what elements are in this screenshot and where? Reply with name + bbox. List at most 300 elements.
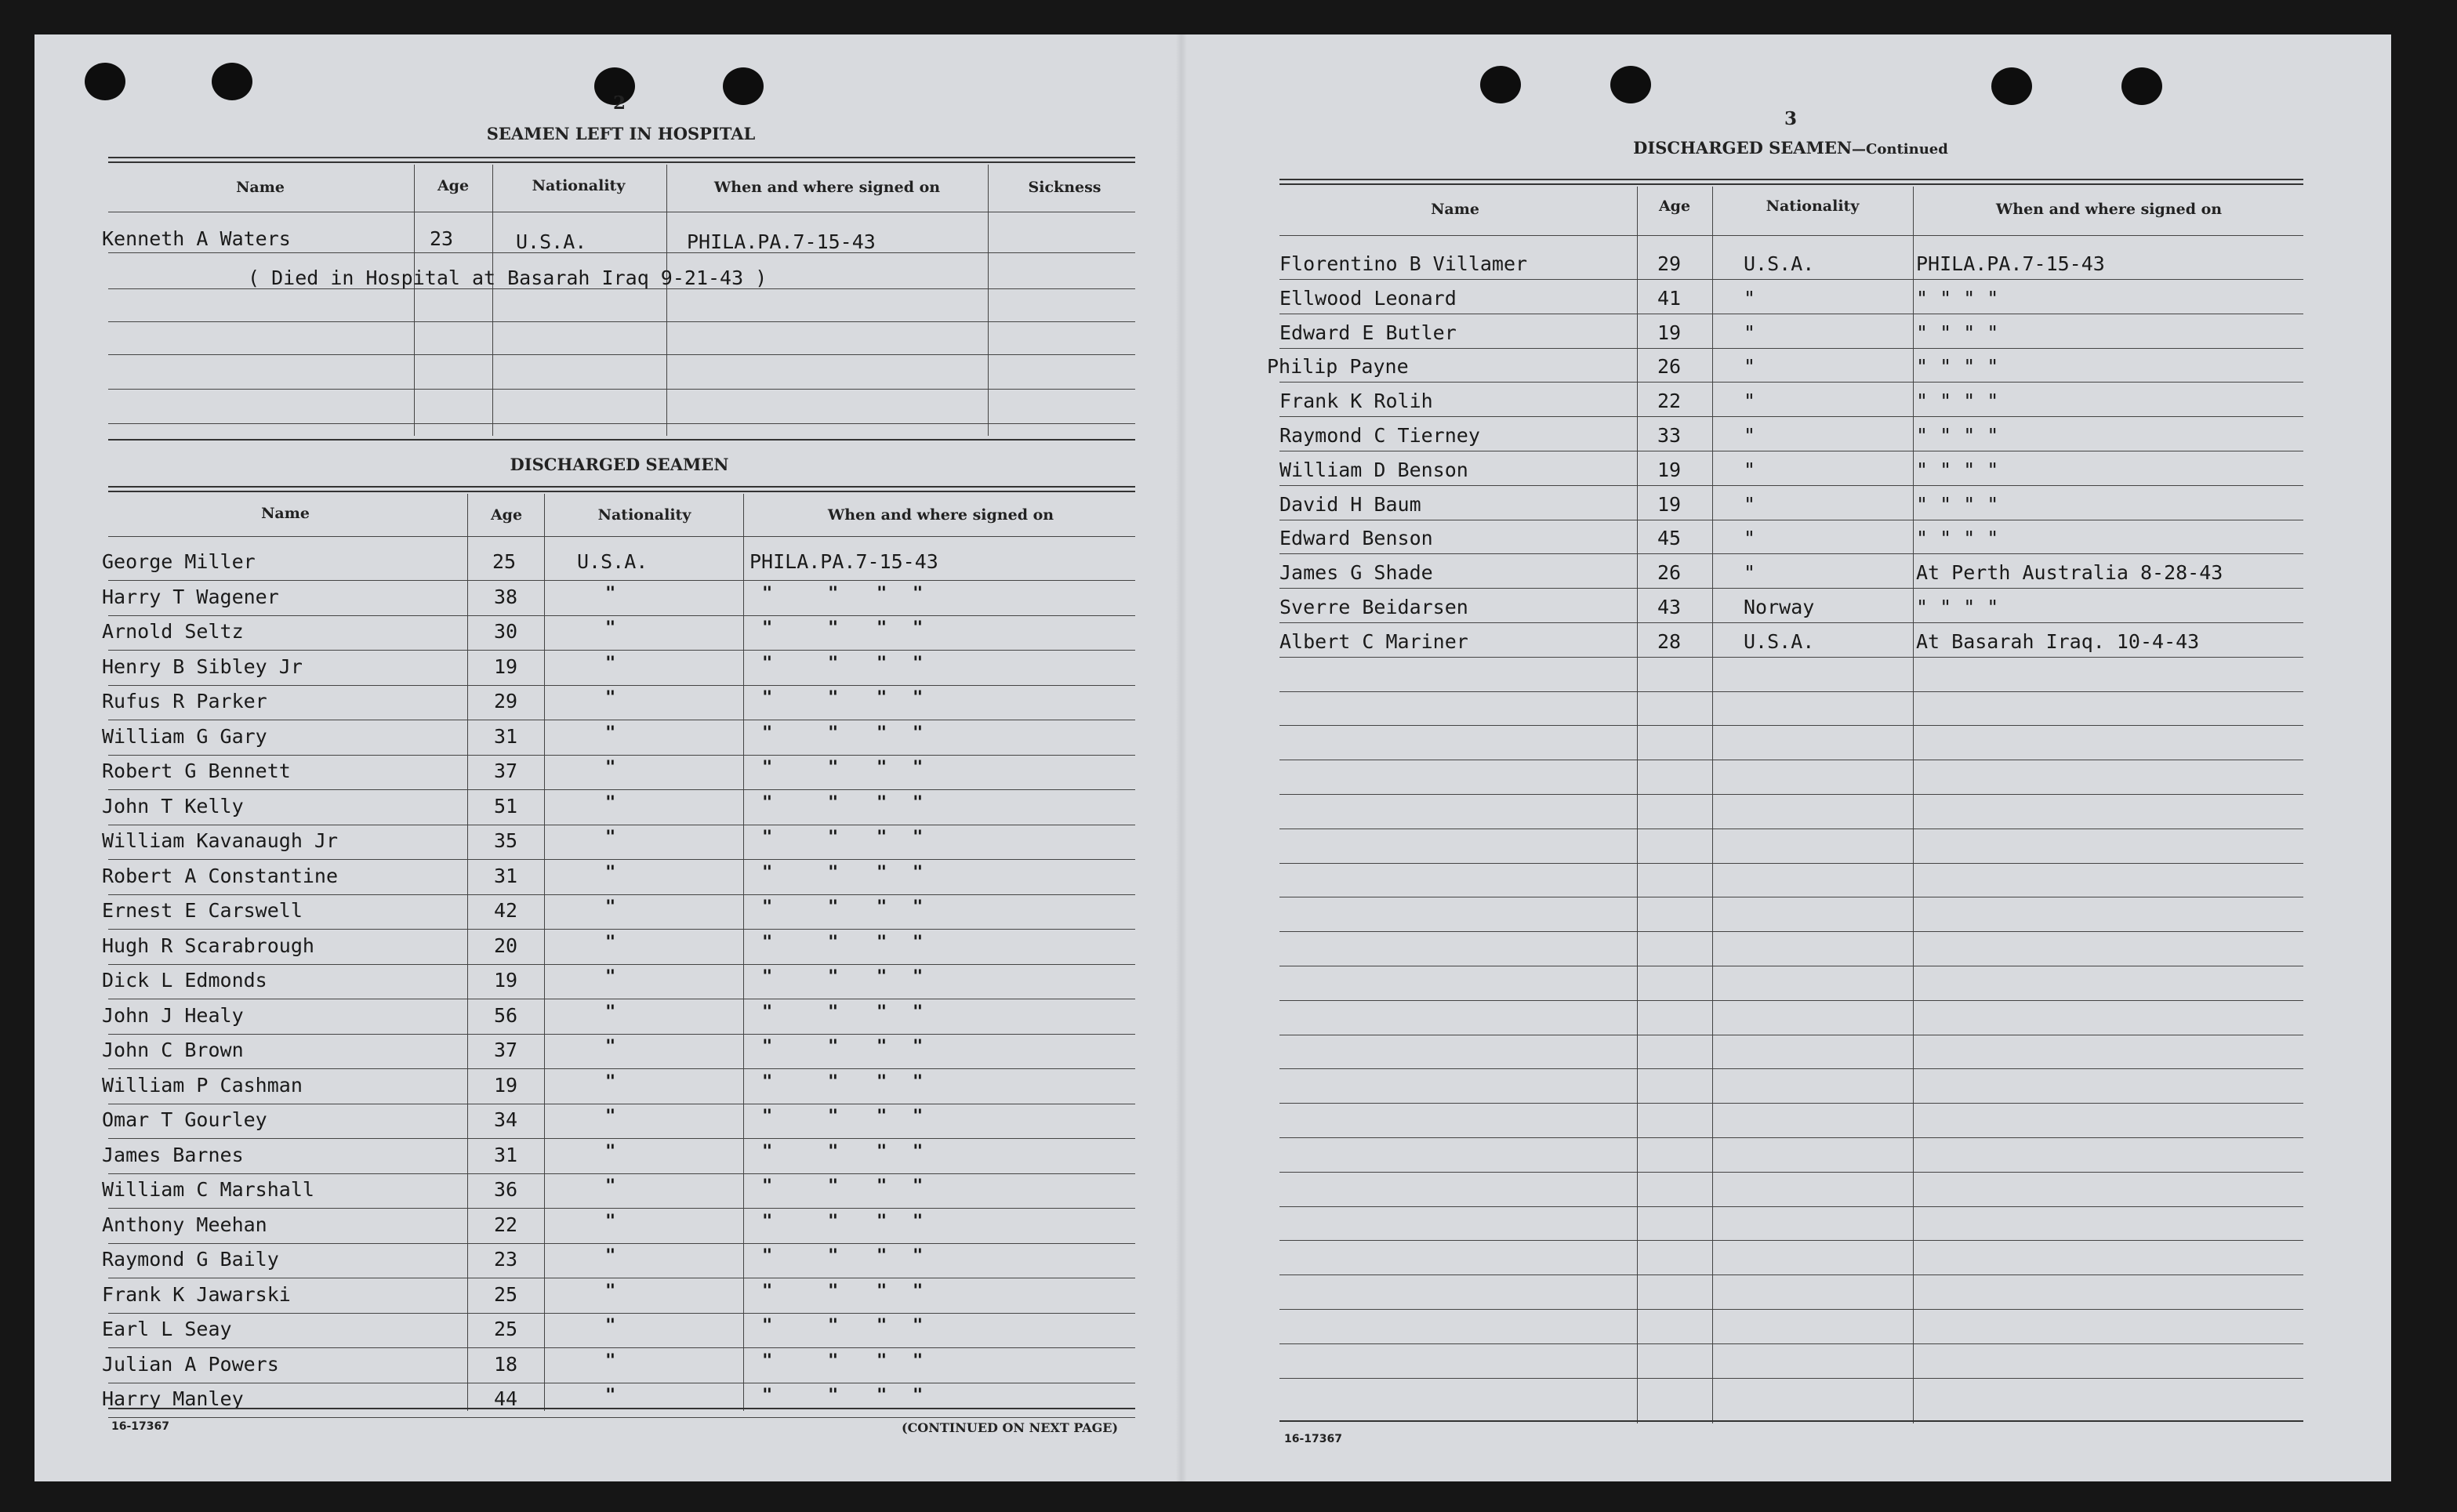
ditto-mark: ": [762, 1386, 773, 1405]
ditto-mark: ": [876, 1316, 887, 1336]
discharged-age-cell: 56: [494, 1004, 518, 1027]
discharged-col-divider: [743, 494, 744, 1411]
punch-hole-icon: [2121, 67, 2162, 105]
ditto-mark: ": [828, 897, 839, 917]
ditto-mark: ": [828, 967, 839, 987]
continued-age-cell: 19: [1657, 493, 1682, 516]
ditto-mark: ": [828, 1072, 839, 1092]
discharged-age-cell: 37: [494, 1039, 518, 1061]
discharged-name-cell: John C Brown: [102, 1039, 244, 1061]
ditto-mark: ": [828, 618, 839, 638]
ditto-mark: ": [876, 1282, 887, 1301]
hospital-row-line: [108, 354, 1135, 355]
continued-age-cell: 45: [1657, 527, 1682, 549]
form-number: 16-17367: [1284, 1433, 1342, 1445]
discharged-row-line: [108, 1243, 1135, 1244]
ditto-mark: ": [828, 1177, 839, 1196]
continued-nationality-cell: ": [1744, 390, 1756, 412]
ditto-mark: ": [828, 758, 839, 778]
hospital-age-cell: 23: [430, 227, 454, 250]
discharged-age-cell: 37: [494, 760, 518, 782]
discharged-top-rule-2: [108, 491, 1135, 492]
ditto-mark: ": [828, 793, 839, 813]
continued-name-cell: Ellwood Leonard: [1279, 287, 1457, 310]
ditto-mark: ": [913, 688, 924, 708]
continued-row-line: [1279, 794, 2303, 795]
continued-row-line: [1279, 279, 2303, 280]
continued-note: (CONTINUED ON NEXT PAGE): [902, 1420, 1119, 1435]
discharged-row-line: [108, 685, 1135, 686]
ditto-mark: ": [762, 933, 773, 952]
discharged-name-cell: Harry Manley: [102, 1387, 244, 1410]
discharged-row-line: [108, 1417, 1135, 1418]
ditto-mark: ": [913, 618, 924, 638]
ditto-mark: ": [605, 1351, 616, 1371]
ditto-mark: ": [913, 1142, 924, 1162]
ditto-mark: ": [828, 1316, 839, 1336]
ditto-mark: ": [762, 1177, 773, 1196]
ditto-mark: ": [828, 1003, 839, 1022]
discharged-name-cell: Rufus R Parker: [102, 690, 267, 712]
hospital-header-name: Name: [236, 179, 285, 196]
ditto-mark: ": [605, 897, 616, 917]
ditto-mark: ": [876, 933, 887, 952]
continued-row-line: [1279, 1309, 2303, 1310]
ditto-mark: ": [828, 1212, 839, 1231]
discharged-name-cell: Anthony Meehan: [102, 1213, 267, 1236]
ditto-mark: ": [762, 1282, 773, 1301]
discharged-name-cell: William G Gary: [102, 725, 267, 748]
discharged-age-cell: 31: [494, 725, 518, 748]
ditto-mark: ": [762, 618, 773, 638]
ditto-mark: ": [828, 1037, 839, 1057]
continued-row-line: [1279, 553, 2303, 554]
ditto-mark: ": [828, 688, 839, 708]
continued-row-line: [1279, 1068, 2303, 1069]
discharged-name-cell: Robert G Bennett: [102, 760, 291, 782]
discharged-name-cell: Raymond G Baily: [102, 1248, 279, 1271]
discharged-name-cell: Julian A Powers: [102, 1353, 279, 1376]
ditto-mark: ": [913, 1037, 924, 1057]
ditto-mark: ": [876, 618, 887, 638]
ditto-mark: ": [876, 758, 887, 778]
continued-row-line: [1279, 382, 2303, 383]
continued-nationality-cell: U.S.A.: [1744, 252, 1815, 275]
continued-signed-on-cell: " " " ": [1916, 527, 1999, 549]
ditto-mark: ": [913, 1351, 924, 1371]
ditto-mark: ": [876, 793, 887, 813]
discharged-continued-title: [1633, 138, 1948, 158]
discharged-row-line: [108, 580, 1135, 581]
continued-row-line: [1279, 1240, 2303, 1241]
continued-signed-on-cell: " " " ": [1916, 596, 1999, 618]
title-main: DISCHARGED SEAMEN: [1633, 138, 1853, 158]
continued-name-cell: Sverre Beidarsen: [1279, 596, 1468, 618]
discharged-age-cell: 25: [492, 550, 517, 573]
hospital-name-cell: Kenneth A Waters: [102, 227, 291, 250]
ditto-mark: ": [876, 1386, 887, 1405]
discharged-name-cell: Frank K Jawarski: [102, 1283, 291, 1306]
hospital-row-line: [108, 423, 1135, 424]
discharged-top-rule: [108, 486, 1135, 488]
ditto-mark: ": [876, 967, 887, 987]
continued-row-line: [1279, 1343, 2303, 1344]
ditto-mark: ": [605, 654, 616, 673]
discharged-age-cell: 19: [494, 969, 518, 992]
ditto-mark: ": [913, 654, 924, 673]
discharged-header-age: Age: [490, 506, 523, 524]
hospital-bottom-rule: [108, 439, 1135, 441]
continued-row-line: [1279, 1206, 2303, 1207]
ditto-mark: ": [605, 863, 616, 883]
continued-name-cell: Philip Payne: [1267, 355, 1409, 378]
continued-row-line: [1279, 588, 2303, 589]
ditto-mark: ": [876, 1142, 887, 1162]
ditto-mark: ": [605, 1282, 616, 1301]
continued-nationality-cell: ": [1744, 459, 1756, 481]
ditto-mark: ": [876, 1037, 887, 1057]
continued-signed-on-cell: " " " ": [1916, 424, 1999, 447]
continued-age-cell: 22: [1657, 390, 1682, 412]
continued-age-cell: 41: [1657, 287, 1682, 310]
continued-name-cell: Frank K Rolih: [1279, 390, 1433, 412]
continued-signed-on-cell: " " " ": [1916, 321, 1999, 344]
ditto-mark: ": [605, 1142, 616, 1162]
continued-age-cell: 26: [1657, 561, 1682, 584]
discharged-age-cell: 44: [494, 1387, 518, 1410]
ditto-mark: ": [828, 723, 839, 743]
right-header-line: [1279, 235, 2303, 236]
hospital-top-rule: [108, 157, 1135, 158]
discharged-header-name: Name: [261, 505, 310, 522]
discharged-age-cell: 29: [494, 690, 518, 712]
punch-hole-icon: [723, 67, 764, 105]
punch-hole-icon: [212, 63, 252, 100]
ditto-mark: ": [762, 1212, 773, 1231]
discharged-row-line: [108, 755, 1135, 756]
hospital-top-rule-2: [108, 161, 1135, 163]
continued-row-line: [1279, 691, 2303, 692]
discharged-col-divider: [544, 494, 545, 1411]
continued-signed-on-cell: " " " ": [1916, 459, 1999, 481]
hospital-death-note: ( Died in Hospital at Basarah Iraq 9-21-43 ): [248, 267, 768, 289]
discharged-bottom-rule: [108, 1408, 1135, 1409]
title-suffix: —Continued: [1852, 141, 1948, 158]
discharged-age-cell: 31: [494, 865, 518, 887]
continued-age-cell: 19: [1657, 459, 1682, 481]
discharged-name-cell: Robert A Constantine: [102, 865, 339, 887]
continued-row-line: [1279, 1378, 2303, 1379]
discharged-section-title: DISCHARGED SEAMEN: [510, 455, 729, 474]
ditto-mark: ": [828, 1351, 839, 1371]
continued-row-line: [1279, 863, 2303, 864]
discharged-header-line: [108, 536, 1135, 537]
ditto-mark: ": [605, 1212, 616, 1231]
hospital-section-title: SEAMEN LEFT IN HOSPITAL: [486, 124, 756, 143]
ditto-mark: ": [605, 758, 616, 778]
ditto-mark: ": [876, 1351, 887, 1371]
document-sheet: [34, 34, 2391, 1481]
continued-nationality-cell: ": [1744, 424, 1756, 447]
continued-name-cell: Edward E Butler: [1279, 321, 1457, 344]
page-fold: [1176, 34, 1187, 1481]
discharged-age-cell: 38: [494, 586, 518, 608]
discharged-col-divider: [467, 494, 468, 1411]
continued-age-cell: 33: [1657, 424, 1682, 447]
continued-nationality-cell: ": [1744, 527, 1756, 549]
continued-row-line: [1279, 622, 2303, 623]
right-col-divider: [1913, 187, 1914, 1423]
hospital-col-divider: [414, 165, 415, 436]
discharged-name-cell: John T Kelly: [102, 795, 244, 818]
page-number: 3: [1784, 108, 1798, 129]
discharged-name-cell: Arnold Seltz: [102, 620, 244, 643]
ditto-mark: ": [828, 654, 839, 673]
continued-name-cell: William D Benson: [1279, 459, 1468, 481]
ditto-mark: ": [913, 1316, 924, 1336]
continued-name-cell: James G Shade: [1279, 561, 1433, 584]
discharged-name-cell: Harry T Wagener: [102, 586, 279, 608]
ditto-mark: ": [913, 1072, 924, 1092]
discharged-header-nationality: Nationality: [597, 506, 691, 524]
ditto-mark: ": [913, 1212, 924, 1231]
discharged-name-cell: Omar T Gourley: [102, 1108, 267, 1131]
punch-hole-icon: [1480, 66, 1521, 103]
discharged-row-line: [108, 1034, 1135, 1035]
ditto-mark: ": [605, 1072, 616, 1092]
continued-signed-on-cell: At Perth Australia 8-28-43: [1916, 561, 2223, 584]
ditto-mark: ": [762, 758, 773, 778]
ditto-mark: ": [913, 863, 924, 883]
discharged-row-line: [108, 894, 1135, 895]
discharged-age-cell: 42: [494, 899, 518, 922]
continued-signed-on-cell: " " " ": [1916, 355, 1999, 378]
discharged-age-cell: 31: [494, 1144, 518, 1166]
ditto-mark: ": [762, 1003, 773, 1022]
ditto-mark: ": [913, 1107, 924, 1126]
right-header-name: Name: [1431, 201, 1479, 218]
continued-nationality-cell: ": [1744, 355, 1756, 378]
ditto-mark: ": [913, 1003, 924, 1022]
ditto-mark: ": [762, 828, 773, 847]
continued-row-line: [1279, 657, 2303, 658]
continued-row-line: [1279, 1103, 2303, 1104]
ditto-mark: ": [828, 1386, 839, 1405]
discharged-age-cell: 25: [494, 1283, 518, 1306]
discharged-age-cell: 30: [494, 620, 518, 643]
ditto-mark: ": [762, 723, 773, 743]
ditto-mark: ": [605, 584, 616, 604]
continued-nationality-cell: ": [1744, 561, 1756, 584]
ditto-mark: ": [605, 1037, 616, 1057]
continued-row-line: [1279, 348, 2303, 349]
right-top-rule-2: [1279, 183, 2303, 185]
discharged-name-cell: John J Healy: [102, 1004, 244, 1027]
ditto-mark: ": [913, 1246, 924, 1266]
discharged-nationality-cell: U.S.A.: [577, 550, 648, 573]
ditto-mark: ": [605, 1246, 616, 1266]
ditto-mark: ": [876, 1177, 887, 1196]
form-number: 16-17367: [111, 1420, 169, 1433]
ditto-mark: ": [828, 933, 839, 952]
continued-name-cell: Raymond C Tierney: [1279, 424, 1480, 447]
ditto-mark: ": [762, 1142, 773, 1162]
continued-signed-on-cell: At Basarah Iraq. 10-4-43: [1916, 630, 2200, 653]
continued-name-cell: Florentino B Villamer: [1279, 252, 1528, 275]
continued-age-cell: 28: [1657, 630, 1682, 653]
discharged-row-line: [108, 789, 1135, 790]
ditto-mark: ": [828, 1142, 839, 1162]
discharged-row-line: [108, 650, 1135, 651]
ditto-mark: ": [828, 1107, 839, 1126]
discharged-age-cell: 51: [494, 795, 518, 818]
discharged-row-line: [108, 1208, 1135, 1209]
hospital-header-signed-on: When and where signed on: [713, 179, 941, 196]
discharged-age-cell: 19: [494, 1074, 518, 1097]
ditto-mark: ": [876, 897, 887, 917]
ditto-mark: ": [876, 1107, 887, 1126]
ditto-mark: ": [762, 1351, 773, 1371]
ditto-mark: ": [828, 584, 839, 604]
ditto-mark: ": [913, 723, 924, 743]
discharged-age-cell: 18: [494, 1353, 518, 1376]
ditto-mark: ": [913, 897, 924, 917]
ditto-mark: ": [913, 758, 924, 778]
continued-row-line: [1279, 1172, 2303, 1173]
ditto-mark: ": [876, 828, 887, 847]
continued-name-cell: Edward Benson: [1279, 527, 1433, 549]
continued-row-line: [1279, 725, 2303, 726]
continued-signed-on-cell: PHILA.PA.7-15-43: [1916, 252, 2105, 275]
discharged-name-cell: Dick L Edmonds: [102, 969, 267, 992]
ditto-mark: ": [876, 1246, 887, 1266]
ditto-mark: ": [605, 1386, 616, 1405]
discharged-row-line: [108, 929, 1135, 930]
continued-row-line: [1279, 931, 2303, 932]
discharged-age-cell: 35: [494, 829, 518, 852]
discharged-age-cell: 22: [494, 1213, 518, 1236]
ditto-mark: ": [876, 688, 887, 708]
continued-signed-on-cell: " " " ": [1916, 493, 1999, 516]
continued-row-line: [1279, 485, 2303, 486]
discharged-age-cell: 19: [494, 655, 518, 678]
ditto-mark: ": [762, 1072, 773, 1092]
discharged-row-line: [108, 1138, 1135, 1139]
ditto-mark: ": [828, 828, 839, 847]
hospital-header-nationality: Nationality: [532, 177, 626, 194]
ditto-mark: ": [605, 688, 616, 708]
ditto-mark: ": [828, 1282, 839, 1301]
continued-row-line: [1279, 416, 2303, 417]
discharged-row-line: [108, 1347, 1135, 1348]
ditto-mark: ": [913, 828, 924, 847]
ditto-mark: ": [605, 1003, 616, 1022]
right-header-nationality: Nationality: [1766, 198, 1860, 215]
discharged-name-cell: Ernest E Carswell: [102, 899, 303, 922]
ditto-mark: ": [828, 1246, 839, 1266]
ditto-mark: ": [605, 618, 616, 638]
right-col-divider: [1712, 187, 1713, 1423]
ditto-mark: ": [605, 1316, 616, 1336]
ditto-mark: ": [876, 1003, 887, 1022]
ditto-mark: ": [762, 863, 773, 883]
hospital-row-line: [108, 252, 1135, 253]
discharged-row-line: [108, 859, 1135, 860]
ditto-mark: ": [605, 828, 616, 847]
ditto-mark: ": [762, 1037, 773, 1057]
ditto-mark: ": [762, 654, 773, 673]
right-header-age: Age: [1658, 198, 1691, 215]
ditto-mark: ": [913, 1386, 924, 1405]
continued-nationality-cell: U.S.A.: [1744, 630, 1815, 653]
ditto-mark: ": [762, 584, 773, 604]
continued-row-line: [1279, 1000, 2303, 1001]
discharged-age-cell: 34: [494, 1108, 518, 1131]
continued-nationality-cell: ": [1744, 493, 1756, 516]
continued-nationality-cell: Norway: [1744, 596, 1815, 618]
discharged-row-line: [108, 1173, 1135, 1174]
hospital-header-sickness: Sickness: [1028, 179, 1101, 196]
discharged-name-cell: William C Marshall: [102, 1178, 314, 1201]
hospital-row-line: [108, 321, 1135, 322]
hospital-nationality-cell: U.S.A.: [516, 230, 587, 253]
ditto-mark: ": [762, 967, 773, 987]
ditto-mark: ": [605, 933, 616, 952]
continued-nationality-cell: ": [1744, 321, 1756, 344]
ditto-mark: ": [762, 688, 773, 708]
discharged-name-cell: Hugh R Scarabrough: [102, 934, 314, 957]
ditto-mark: ": [762, 1246, 773, 1266]
ditto-mark: ": [762, 1316, 773, 1336]
continued-nationality-cell: ": [1744, 287, 1756, 310]
punch-hole-icon: [85, 63, 125, 100]
ditto-mark: ": [876, 723, 887, 743]
ditto-mark: ": [762, 793, 773, 813]
right-top-rule: [1279, 179, 2303, 180]
continued-age-cell: 29: [1657, 252, 1682, 275]
discharged-age-cell: 23: [494, 1248, 518, 1271]
ditto-mark: ": [605, 1177, 616, 1196]
discharged-name-cell: Henry B Sibley Jr: [102, 655, 303, 678]
ditto-mark: ": [762, 897, 773, 917]
continued-name-cell: David H Baum: [1279, 493, 1421, 516]
discharged-age-cell: 25: [494, 1318, 518, 1340]
ditto-mark: ": [913, 793, 924, 813]
discharged-name-cell: James Barnes: [102, 1144, 244, 1166]
continued-age-cell: 26: [1657, 355, 1682, 378]
ditto-mark: ": [876, 1212, 887, 1231]
discharged-name-cell: Earl L Seay: [102, 1318, 232, 1340]
ditto-mark: ": [605, 723, 616, 743]
discharged-row-line: [108, 964, 1135, 965]
ditto-mark: ": [762, 1107, 773, 1126]
discharged-age-cell: 20: [494, 934, 518, 957]
discharged-name-cell: George Miller: [102, 550, 256, 573]
ditto-mark: ": [605, 1107, 616, 1126]
punch-hole-icon: [1610, 66, 1651, 103]
continued-name-cell: Albert C Mariner: [1279, 630, 1468, 653]
right-bottom-rule: [1279, 1420, 2303, 1422]
ditto-mark: ": [876, 584, 887, 604]
continued-age-cell: 19: [1657, 321, 1682, 344]
hospital-col-divider: [492, 165, 493, 436]
discharged-name-cell: William P Cashman: [102, 1074, 303, 1097]
discharged-row-line: [108, 615, 1135, 616]
ditto-mark: ": [876, 863, 887, 883]
hospital-col-divider: [988, 165, 989, 436]
page-number: 2: [613, 92, 626, 114]
punch-hole-icon: [1991, 67, 2032, 105]
